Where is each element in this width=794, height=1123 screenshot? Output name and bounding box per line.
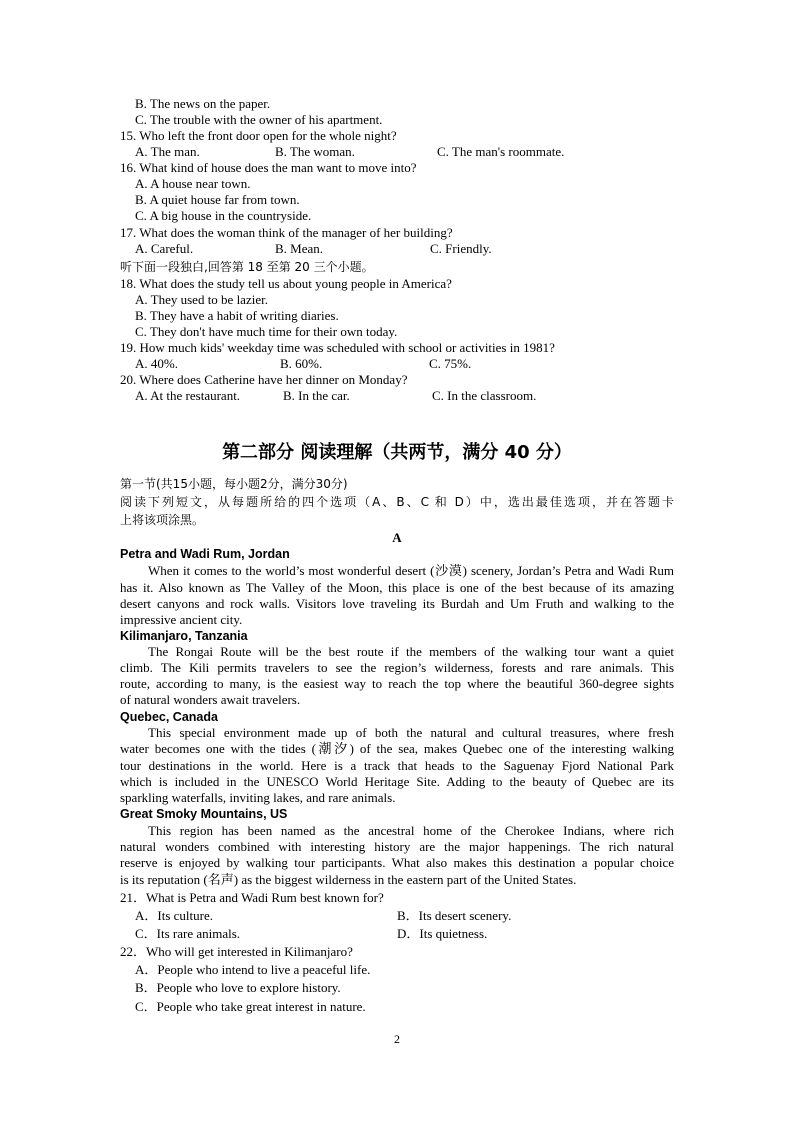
paragraph-line: tour destinations in the world. Here is a track that heads to the Saguenay Fjord National Park: [120, 758, 674, 773]
paragraph-line: When it comes to the world’s most wonderful desert (沙漠) scenery, Jordan’s Petra and Wadi Rum: [148, 563, 674, 578]
paragraph-line: has it. Also known as The Valley of the Moon, this place is one of the best because of its amazing: [120, 580, 674, 595]
q18-option-a: A. They used to be lazier.: [135, 292, 268, 307]
q19-option-a: A. 40%.: [135, 356, 178, 371]
paragraph-line: sparkling waterfalls, inviting lakes, and rare animals.: [120, 790, 396, 805]
q17-option-a: A. Careful.: [135, 241, 194, 256]
reading-instruction-line2: 上将该项涂黑。: [120, 513, 205, 527]
heading-smoky-mountains: Great Smoky Mountains, US: [120, 807, 288, 821]
q15-option-a: A. The man.: [135, 144, 200, 159]
page-number: 2: [394, 1032, 400, 1046]
part-two-title: 第二部分 阅读理解（共两节，满分 40 分）: [222, 442, 572, 463]
paragraph-line: impressive ancient city.: [120, 612, 243, 627]
paragraph-line: route, according to many, is the easiest way to reach the top where the beautiful 360-degree sights: [120, 676, 674, 691]
q20-option-b: B. In the car.: [283, 388, 350, 403]
reading-instruction-line1: 阅读下列短文，从每题所给的四个选项（A、B、C 和 D）中，选出最佳选项，并在答题卡: [120, 495, 674, 509]
question-16: 16. What kind of house does the man want to move into?: [120, 160, 417, 175]
question-20: 20. Where does Catherine have her dinner on Monday?: [120, 372, 408, 387]
q19-option-b: B. 60%.: [280, 356, 323, 371]
paragraph-line: is its reputation (名声) as the biggest wilderness in the eastern part of the United States.: [120, 872, 577, 887]
q18-option-c: C. They don't have much time for their own today.: [135, 324, 398, 339]
q22-option-a: A．People who intend to live a peaceful life.: [135, 962, 371, 977]
question-18: 18. What does the study tell us about young people in America?: [120, 276, 452, 291]
q14-option-b: B. The news on the paper.: [135, 96, 271, 111]
paragraph-line: This special environment made up of both the natural and cultural treasures, where fresh: [148, 725, 674, 740]
q22-option-b: B．People who love to explore history.: [135, 980, 341, 995]
paragraph-line: of natural wonders await travelers.: [120, 692, 301, 707]
paragraph-line: desert canyons and rock walls. Visitors love traveling its Burdah and Um Fruth and walking to the: [120, 596, 674, 611]
paragraph-line: natural wonders combined with interesting history are the major happenings. The rich natural: [120, 839, 674, 854]
question-17: 17. What does the woman think of the manager of her building?: [120, 225, 453, 240]
q22-option-c: C．People who take great interest in nature.: [135, 999, 366, 1014]
q18-option-b: B. They have a habit of writing diaries.: [135, 308, 339, 323]
paragraph-line: The Rongai Route will be the best route if the members of the walking tour want a quiet: [148, 644, 674, 659]
heading-petra: Petra and Wadi Rum, Jordan: [120, 547, 290, 561]
q14-option-c: C. The trouble with the owner of his apartment.: [135, 112, 383, 127]
q21-option-c: C．Its rare animals.: [135, 926, 241, 941]
passage-label: A: [392, 530, 402, 545]
q21-option-d: D．Its quietness.: [397, 926, 488, 941]
section-one-heading: 第一节(共15小题，每小题2分，满分30分): [120, 477, 348, 491]
q16-option-b: B. A quiet house far from town.: [135, 192, 300, 207]
question-19: 19. How much kids' weekday time was scheduled with school or activities in 1981?: [120, 340, 555, 355]
question-21: 21．What is Petra and Wadi Rum best known for?: [120, 890, 384, 905]
q15-option-c: C. The man's roommate.: [437, 144, 565, 159]
question-22: 22．Who will get interested in Kilimanjaro?: [120, 944, 353, 959]
heading-quebec: Quebec, Canada: [120, 710, 218, 724]
paragraph-line: climb. The Kili permits travelers to see the region’s wilderness, forests and rare animals. This: [120, 660, 674, 675]
heading-kilimanjaro: Kilimanjaro, Tanzania: [120, 629, 248, 643]
q17-option-c: C. Friendly.: [430, 241, 492, 256]
q16-option-a: A. A house near town.: [135, 176, 251, 191]
listening-instruction: 听下面一段独白,回答第 18 至第 20 三个小题。: [120, 260, 374, 274]
question-15: 15. Who left the front door open for the whole night?: [120, 128, 397, 143]
q21-option-b: B．Its desert scenery.: [397, 908, 512, 923]
q21-option-a: A．Its culture.: [135, 908, 213, 923]
paragraph-line: This region has been named as the ancestral home of the Cherokee Indians, where rich: [148, 823, 674, 838]
q17-option-b: B. Mean.: [275, 241, 324, 256]
q20-option-c: C. In the classroom.: [432, 388, 537, 403]
paragraph-line: which is included in the UNESCO World Heritage Site. Adding to the beauty of Quebec are its: [120, 774, 674, 789]
paragraph-line: reserve is enjoyed by walking tour participants. What also makes this destination a popular choice: [120, 855, 674, 870]
q15-option-b: B. The woman.: [275, 144, 355, 159]
q16-option-c: C. A big house in the countryside.: [135, 208, 312, 223]
q20-option-a: A. At the restaurant.: [135, 388, 241, 403]
q19-option-c: C. 75%.: [429, 356, 472, 371]
paragraph-line: water becomes one with the tides (潮汐) of the sea, makes Quebec one of the interesting walking: [120, 741, 674, 756]
